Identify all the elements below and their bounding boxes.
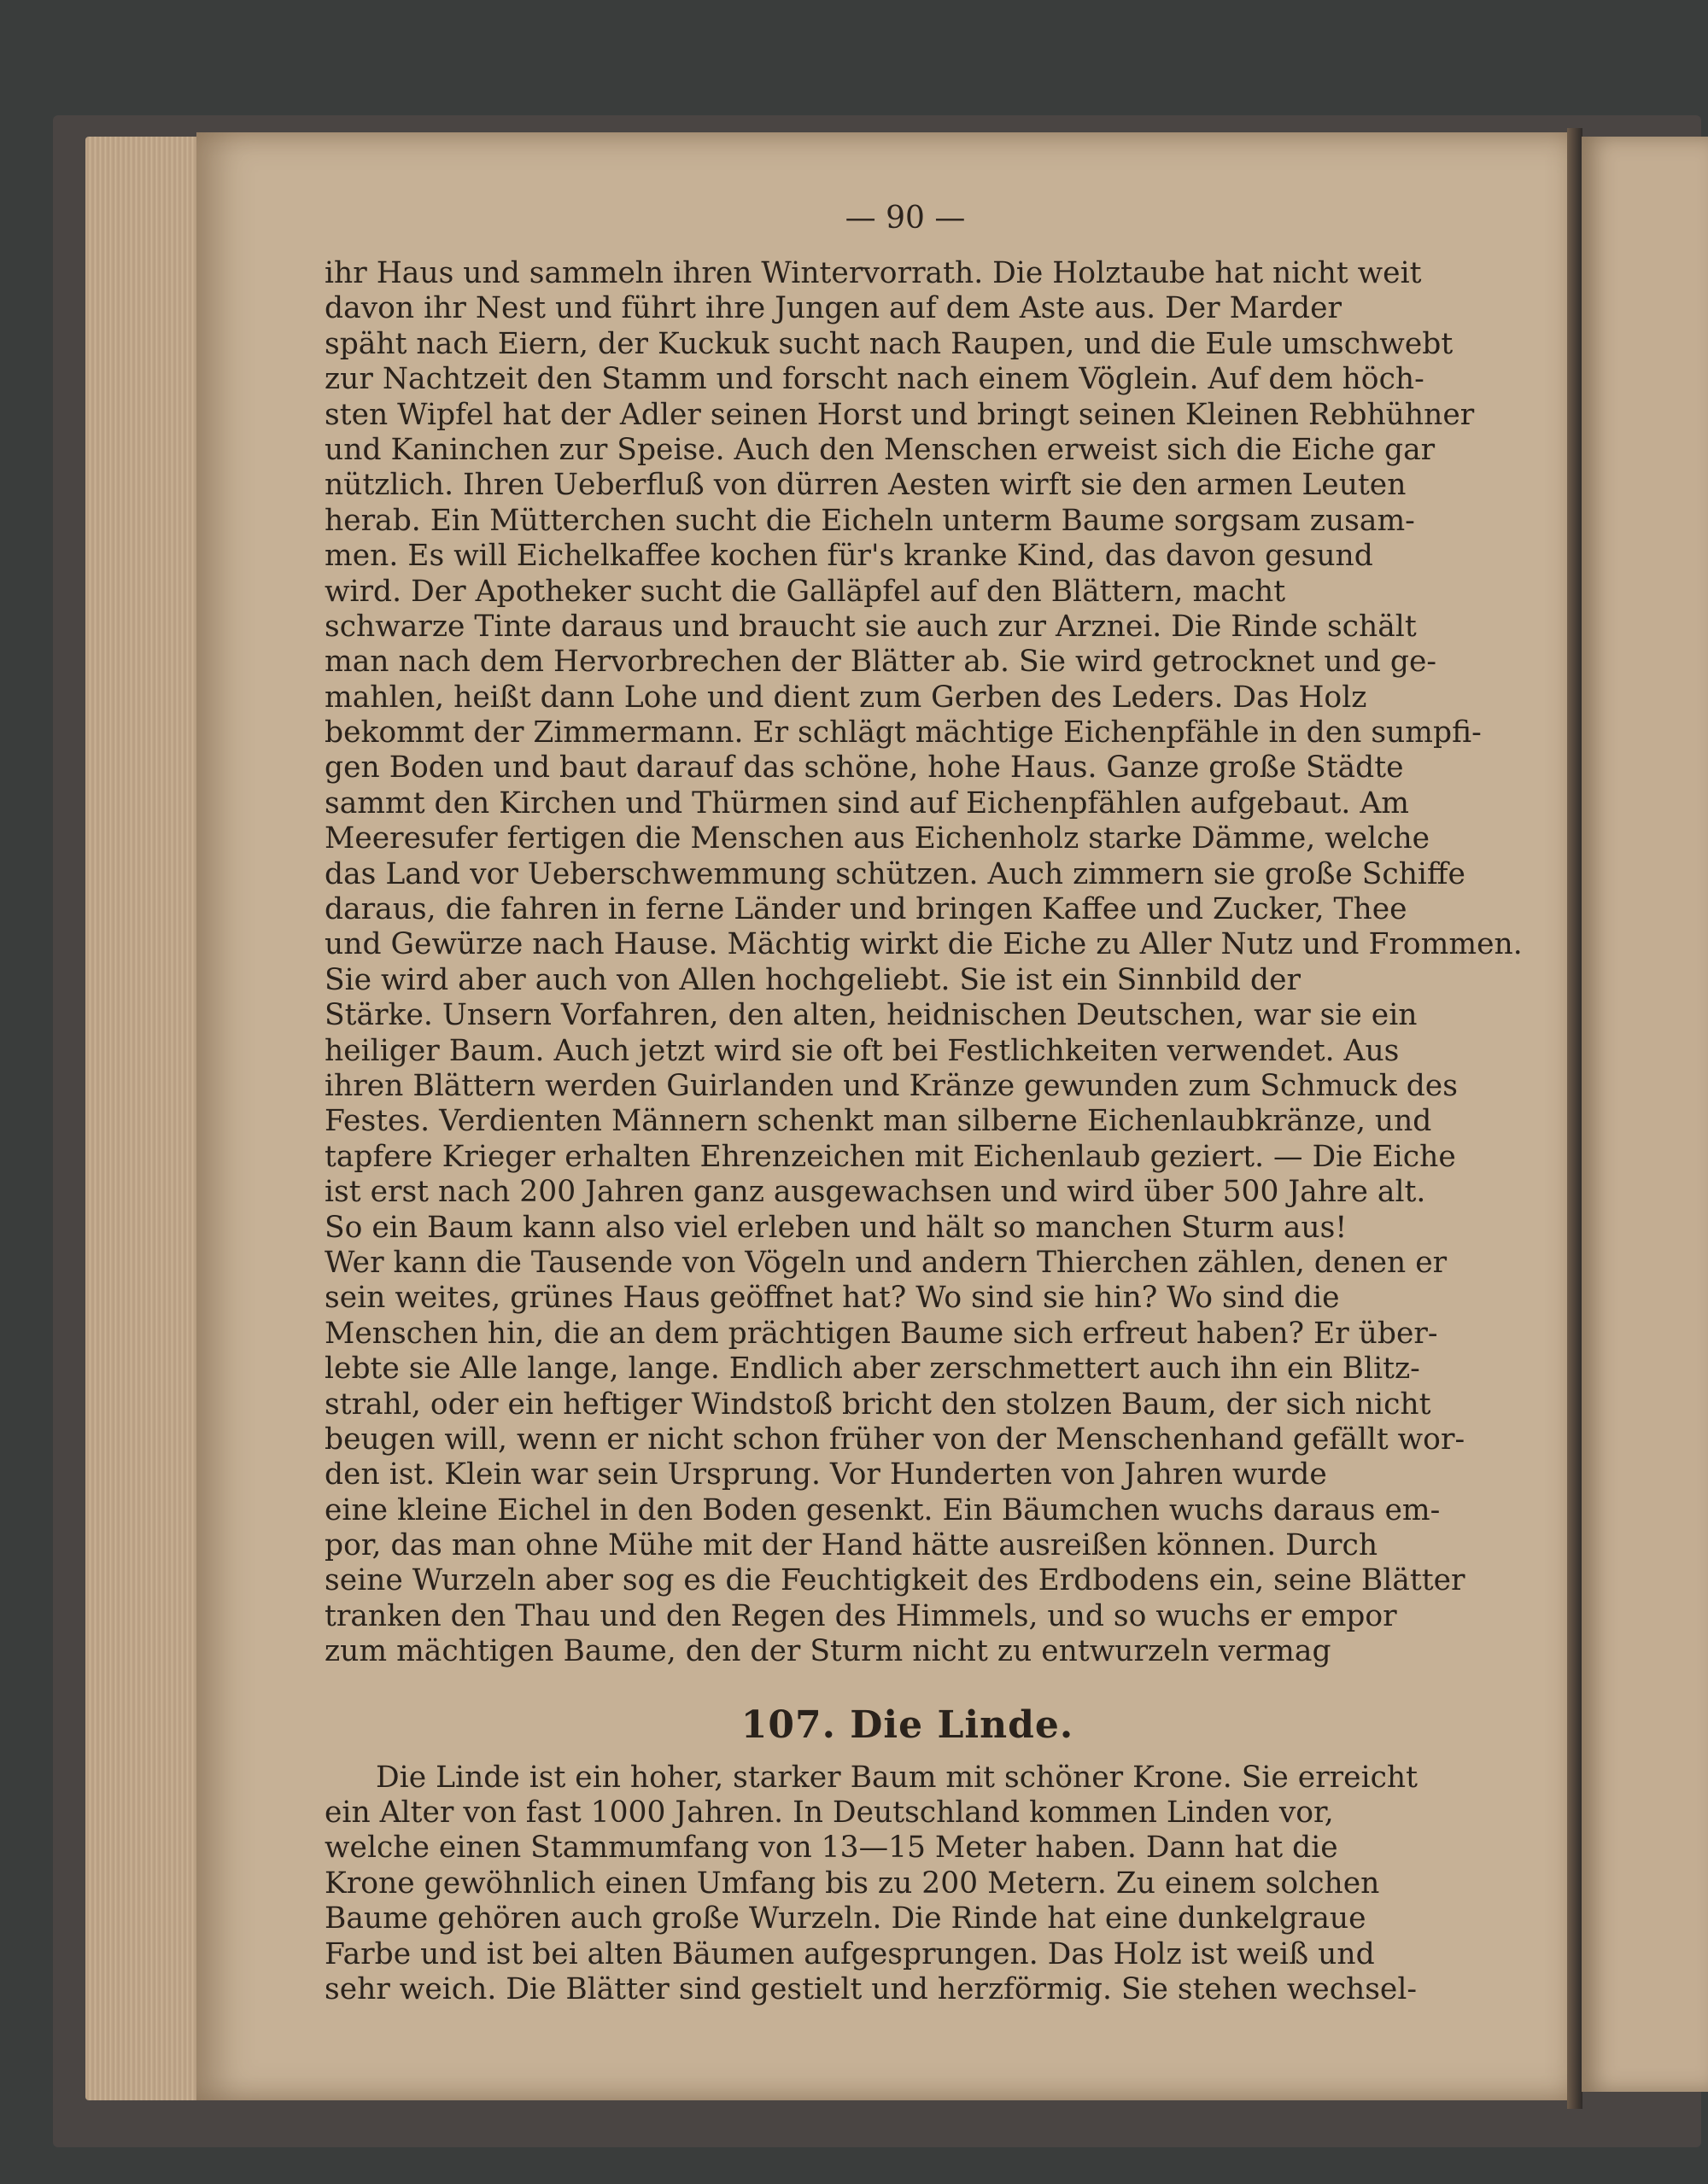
text-line: por, das man ohne Mühe mit der Hand hätte ausreißen können. Durch bbox=[325, 1528, 1378, 1563]
text-line: Stärke. Unsern Vorfahren, den alten, heidnischen Deutschen, war sie ein bbox=[325, 998, 1418, 1033]
text-line: So ein Baum kann also viel erleben und hält so manchen Sturm aus! bbox=[325, 1210, 1348, 1245]
text-line: man nach dem Hervorbrechen der Blätter ab. Sie wird getrocknet und ge- bbox=[325, 645, 1437, 680]
text-line: den ist. Klein war sein Ursprung. Vor Hunderten von Jahren wurde bbox=[325, 1457, 1327, 1492]
text-line: herab. Ein Mütterchen sucht die Eicheln unterm Baume sorgsam zusam- bbox=[325, 503, 1415, 538]
text-line: nützlich. Ihren Ueberfluß von dürren Aesten wirft sie den armen Leuten bbox=[325, 468, 1407, 503]
text-line: lebte sie Alle lange, lange. Endlich aber zerschmettert auch ihn ein Blitz- bbox=[325, 1352, 1420, 1387]
text-line: das Land vor Ueberschwemmung schützen. Auch zimmern sie große Schiffe bbox=[325, 856, 1465, 891]
section-heading: 107. Die Linde. bbox=[740, 1702, 1074, 1747]
text-line: Baume gehören auch große Wurzeln. Die Rinde hat eine dunkelgraue bbox=[325, 1901, 1366, 1936]
facing-page bbox=[1582, 137, 1708, 2092]
book-gutter bbox=[1567, 128, 1582, 2109]
text-block bbox=[325, 256, 1523, 2007]
text-line: gen Boden und baut darauf das schöne, hohe Haus. Ganze große Städte bbox=[325, 750, 1404, 785]
page-edges bbox=[85, 137, 205, 2100]
text-line: beugen will, wenn er nicht schon früher von der Menschenhand gefällt wor- bbox=[325, 1422, 1465, 1457]
text-line: Festes. Verdienten Männern schenkt man silberne Eichenlaubkränze, und bbox=[325, 1104, 1432, 1139]
text-line: heiliger Baum. Auch jetzt wird sie oft bei Festlichkeiten verwendet. Aus bbox=[325, 1033, 1400, 1068]
text-line: Wer kann die Tausende von Vögeln und andern Thierchen zählen, denen er bbox=[325, 1245, 1448, 1280]
text-line: bekommt der Zimmermann. Er schlägt mächtige Eichenpfähle in den sumpfi- bbox=[325, 715, 1482, 750]
text-line: mahlen, heißt dann Lohe und dient zum Gerben des Leders. Das Holz bbox=[325, 680, 1367, 715]
text-line: ihren Blättern werden Guirlanden und Kränze gewunden zum Schmuck des bbox=[325, 1068, 1458, 1103]
text-line: davon ihr Nest und führt ihre Jungen auf dem Aste aus. Der Marder bbox=[325, 291, 1342, 326]
text-line: Krone gewöhnlich einen Umfang bis zu 200 Metern. Zu einem solchen bbox=[325, 1866, 1380, 1901]
text-line: sehr weich. Die Blätter sind gestielt und herzförmig. Sie stehen wechsel- bbox=[325, 1971, 1418, 2006]
text-line: sein weites, grünes Haus geöffnet hat? Wo sind sie hin? Wo sind die bbox=[325, 1281, 1340, 1316]
text-line: Farbe und ist bei alten Bäumen aufgesprungen. Das Holz ist weiß und bbox=[325, 1936, 1375, 1971]
text-line: welche einen Stammumfang von 13—15 Meter haben. Dann hat die bbox=[325, 1831, 1338, 1866]
text-line: sammt den Kirchen und Thürmen sind auf Eichenpfählen aufgebaut. Am bbox=[325, 785, 1409, 820]
text-line: Menschen hin, die an dem prächtigen Baume sich erfreut haben? Er über- bbox=[325, 1316, 1438, 1351]
text-line: Meeresufer fertigen die Menschen aus Eichenholz starke Dämme, welche bbox=[325, 821, 1430, 856]
text-line: Die Linde ist ein hoher, starker Baum mit schöner Krone. Sie erreicht bbox=[376, 1760, 1418, 1795]
text-line: sten Wipfel hat der Adler seinen Horst und bringt seinen Kleinen Rebhühner bbox=[325, 397, 1475, 432]
text-line: daraus, die fahren in ferne Länder und bringen Kaffee und Zucker, Thee bbox=[325, 892, 1407, 927]
page-number: — 90 — bbox=[845, 201, 966, 236]
text-line: tapfere Krieger erhalten Ehrenzeichen mit Eichenlaub geziert. — Die Eiche bbox=[325, 1139, 1456, 1174]
text-line: ist erst nach 200 Jahren ganz ausgewachsen und wird über 500 Jahre alt. bbox=[325, 1175, 1426, 1210]
text-line: tranken den Thau und den Regen des Himmels, und so wuchs er empor bbox=[325, 1598, 1397, 1633]
text-line: ihr Haus und sammeln ihren Wintervorrath. Die Holztaube hat nicht weit bbox=[325, 256, 1422, 290]
text-line: eine kleine Eichel in den Boden gesenkt. Ein Bäumchen wuchs daraus em- bbox=[325, 1492, 1441, 1527]
text-line: ein Alter von fast 1000 Jahren. In Deutschland kommen Linden vor, bbox=[325, 1796, 1334, 1831]
paragraph-eiche bbox=[325, 256, 1523, 1670]
text-line: und Kaninchen zur Speise. Auch den Menschen erweist sich die Eiche gar bbox=[325, 432, 1436, 467]
text-line: und Gewürze nach Hause. Mächtig wirkt die Eiche zu Aller Nutz und Frommen. bbox=[325, 927, 1523, 962]
text-line: zum mächtigen Baume, den der Sturm nicht zu entwurzeln vermag bbox=[325, 1634, 1331, 1669]
text-line: zur Nachtzeit den Stamm und forscht nach einem Vöglein. Auf dem höch- bbox=[325, 362, 1424, 397]
paragraph-linde bbox=[325, 1761, 1490, 2008]
text-line: späht nach Eiern, der Kuckuk sucht nach Raupen, und die Eule umschwebt bbox=[325, 326, 1454, 361]
text-line: seine Wurzeln aber sog es die Feuchtigkeit des Erdbodens ein, seine Blätter bbox=[325, 1563, 1465, 1598]
text-line: strahl, oder ein heftiger Windstoß bricht den stolzen Baum, der sich nicht bbox=[325, 1387, 1431, 1422]
text-line: schwarze Tinte daraus und braucht sie auch zur Arznei. Die Rinde schält bbox=[325, 609, 1417, 644]
text-line: men. Es will Eichelkaffee kochen für's kranke Kind, das davon gesund bbox=[325, 539, 1373, 574]
text-line: Sie wird aber auch von Allen hochgeliebt. Sie ist ein Sinnbild der bbox=[325, 962, 1301, 997]
text-line: wird. Der Apotheker sucht die Galläpfel auf den Blättern, macht bbox=[325, 574, 1286, 609]
